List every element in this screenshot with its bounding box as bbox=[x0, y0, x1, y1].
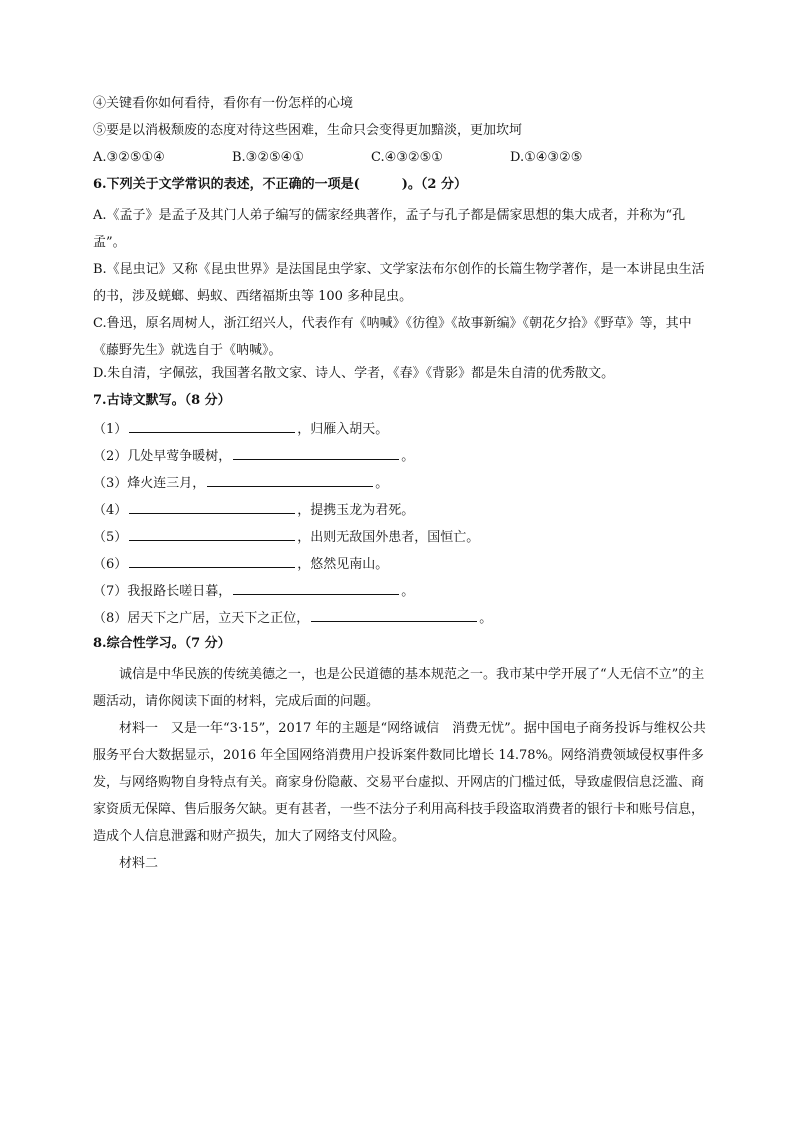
q6-stem-score: )。（2 分） bbox=[401, 177, 467, 192]
q7-item-number: （7） bbox=[93, 584, 128, 599]
q7-item-before: 居天下之广居，立天下之正位， bbox=[127, 611, 310, 626]
q8-intro: 诚信是中华民族的传统美德之一，也是公民道德的基本规范之一。我市某中学开展了“人无信不立”的主题活动，请你阅读下面的材料，完成后面的问题。 bbox=[93, 667, 705, 709]
q7-answer-blank[interactable] bbox=[129, 499, 295, 514]
q7-item-before: 我报路长嗟日暮， bbox=[127, 584, 232, 599]
q7-item bbox=[93, 607, 713, 634]
sentence-item-4: ④关键看你如何看待，看你有一份怎样的心境 bbox=[93, 96, 354, 111]
q5-option-b: B.③②⑤④① bbox=[232, 150, 304, 165]
q7-item-after: 。 bbox=[401, 584, 415, 599]
q7-answer-blank[interactable] bbox=[129, 553, 295, 568]
q7-title: 7.古诗文默写。（8 分） bbox=[93, 393, 231, 408]
q7-answer-blank[interactable] bbox=[233, 580, 399, 595]
q6-option-c: C.鲁迅，原名周树人，浙江绍兴人，代表作有《呐喊》《彷徨》《故事新编》《朝花夕拾》《野草》等，其中《藤野先生》就选自于《呐喊》。 bbox=[93, 316, 692, 358]
q7-item bbox=[93, 526, 713, 553]
q7-item bbox=[93, 445, 713, 472]
q7-answer-blank[interactable] bbox=[233, 445, 399, 460]
q6-stem-text: 6.下列关于文学常识的表述，不正确的一项是( bbox=[93, 177, 360, 192]
q8-title: 8.综合性学习。（7 分） bbox=[93, 636, 231, 651]
q7-item-before: 烽火连三月， bbox=[127, 476, 206, 491]
q7-item-after: 。 bbox=[401, 449, 415, 464]
q7-answer-blank[interactable] bbox=[129, 526, 295, 541]
q7-item-number: （3） bbox=[93, 476, 128, 491]
q7-item-after: 。 bbox=[479, 611, 493, 626]
q5-option-c: C.④③②⑤① bbox=[371, 150, 443, 165]
q6-option-b: B.《昆虫记》又称《昆虫世界》是法国昆虫学家、文学家法布尔创作的长篇生物学著作，是一本讲昆虫生活的书，涉及蜣螂、蚂蚁、西绪福斯虫等 100 多种昆虫。 bbox=[93, 262, 705, 304]
q7-item bbox=[93, 553, 713, 580]
q7-item-number: （2） bbox=[93, 449, 128, 464]
q6-stem bbox=[93, 175, 713, 202]
q7-item-number: （5） bbox=[93, 530, 128, 545]
q7-item bbox=[93, 418, 713, 445]
q7-item-number: （4） bbox=[93, 503, 128, 518]
q7-item bbox=[93, 472, 713, 499]
q7-item-after: 。 bbox=[375, 476, 389, 491]
q7-fill-list bbox=[93, 418, 713, 634]
q7-item-number: （6） bbox=[93, 557, 128, 572]
q7-item-number: （8） bbox=[93, 611, 128, 626]
q8-material-1: 材料一 又是一年“3·15”，2017 年的主题是“网络诚信 消费无忧”。据中国电子商务投诉与维权公共服务平台大数据显示，2016 年全国网络消费用户投诉案件数同比增长 14.78%。网络消费领域侵权事件多发，与网络购物自身特点有关。商家身份隐蔽、交易平台虚拟、开网店的门槛过低，导致虚假信息泛滥、商家资质无保障、售后服务欠缺。更有甚者，一些不法分子利用高科技手段盗取消费者的银行卡和账号信息，造成个人信息泄露和财产损失，加大了网络支付风险。 bbox=[93, 721, 706, 844]
q7-item-after: ，出则无敌国外患者，国恒亡。 bbox=[297, 530, 480, 545]
q7-answer-blank[interactable] bbox=[311, 607, 477, 622]
q7-answer-blank[interactable] bbox=[129, 418, 295, 433]
sentence-item-5: ⑤要是以消极颓废的态度对待这些困难，生命只会变得更加黯淡，更加坎坷 bbox=[93, 123, 523, 138]
q6-option-a: A.《孟子》是孟子及其门人弟子编写的儒家经典著作，孟子与孔子都是儒家思想的集大成者，并称为“孔孟”。 bbox=[93, 208, 686, 250]
q7-item-before: 几处早莺争暖树， bbox=[127, 449, 232, 464]
q7-answer-blank[interactable] bbox=[207, 472, 373, 487]
q5-option-d: D.①④③②⑤ bbox=[510, 150, 583, 165]
q5-options bbox=[93, 148, 713, 175]
q7-item-after: ，归雁入胡天。 bbox=[297, 422, 389, 437]
document-content bbox=[93, 94, 713, 877]
q5-option-a: A.③②⑤①④ bbox=[93, 150, 165, 165]
q7-item-after: ，悠然见南山。 bbox=[297, 557, 389, 572]
q8-material-2: 材料二 bbox=[119, 856, 159, 871]
q7-item-after: ，提携玉龙为君死。 bbox=[297, 503, 415, 518]
q7-item-number: （1） bbox=[93, 422, 128, 437]
q7-item bbox=[93, 580, 713, 607]
q7-item bbox=[93, 499, 713, 526]
q6-option-d: D.朱自清，字佩弦，我国著名散文家、诗人、学者，《春》《背影》都是朱自清的优秀散文。 bbox=[93, 366, 615, 381]
